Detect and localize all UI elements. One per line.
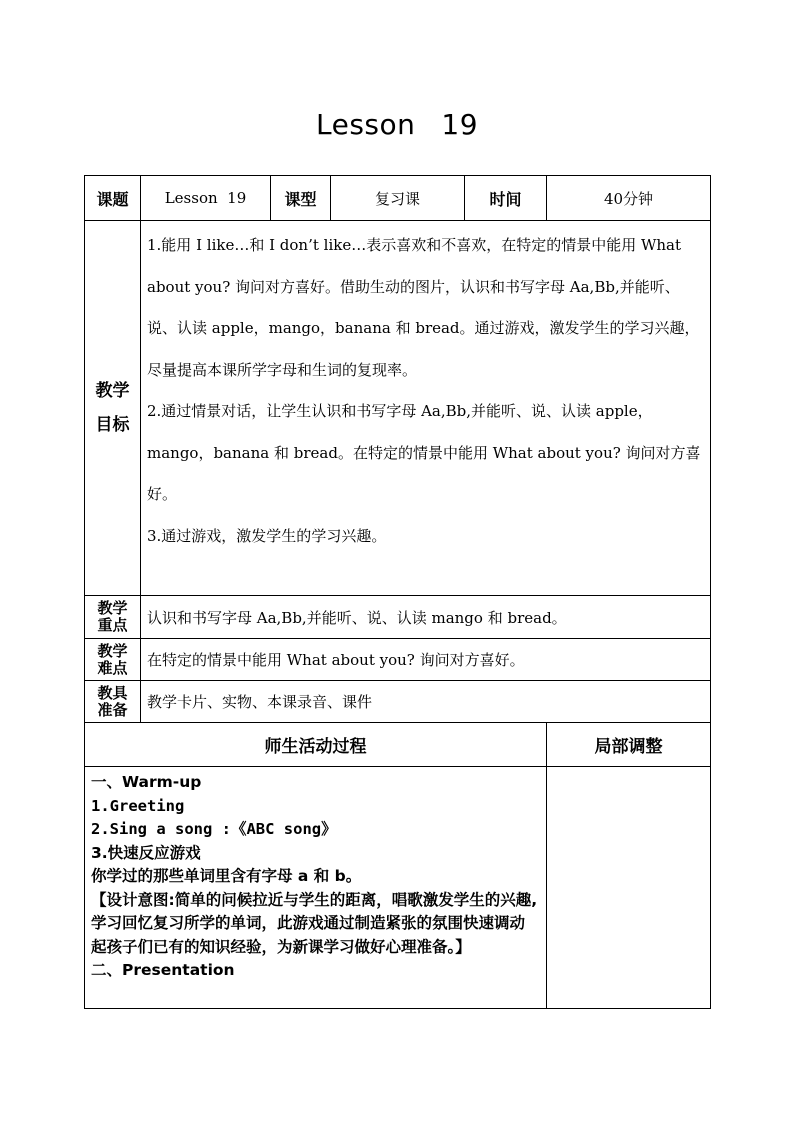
materials-label-line2: 准备 bbox=[97, 700, 128, 719]
key-points-label bbox=[85, 596, 141, 639]
materials-text: 教学卡片、实物、本课录音、课件 bbox=[141, 681, 711, 723]
materials-row bbox=[85, 681, 711, 723]
process-header-right: 局部调整 bbox=[547, 723, 711, 767]
type-value: 复习课 bbox=[331, 176, 465, 221]
process-line: 【设计意图:简单的问候拉近与学生的距离，唱歌激发学生的兴趣,学习回忆复习所学的单词，此游戏通过制造紧张的氛围快速调动起孩子们已有的知识经验，为新课学习做好心理准备。】 bbox=[91, 890, 538, 956]
objectives-row bbox=[85, 221, 711, 596]
topic-value: Lesson 19 bbox=[141, 176, 271, 221]
key-points-text: 认识和书写字母 Aa,Bb,并能听、说、认读 mango 和 bread。 bbox=[141, 596, 711, 639]
topic-label: 课题 bbox=[85, 176, 141, 221]
process-line: 你学过的那些单词里含有字母 a 和 b。 bbox=[91, 867, 362, 885]
info-row bbox=[85, 176, 711, 221]
difficulties-label-line1: 教学 bbox=[97, 641, 128, 660]
difficulties-label bbox=[85, 639, 141, 681]
objectives-label-line1: 教学 bbox=[95, 381, 130, 401]
process-line: 1.Greeting bbox=[91, 796, 185, 815]
objectives-label bbox=[85, 221, 141, 596]
process-header-left: 师生活动过程 bbox=[85, 723, 547, 767]
lesson-plan-table bbox=[84, 175, 711, 1009]
page-title-number: 19 bbox=[441, 108, 479, 141]
key-points-label-line2: 重点 bbox=[97, 616, 128, 634]
objective-paragraph: 3.通过游戏，激发学生的学习兴趣。 bbox=[147, 526, 387, 545]
process-line: 一、Warm-up bbox=[91, 773, 202, 791]
adjustment-cell bbox=[547, 767, 711, 1009]
objectives-label-line2: 目标 bbox=[95, 415, 130, 435]
objective-paragraph: 2.通过情景对话，让学生认识和书写字母 Aa,Bb,并能听、说、认读 apple，mango，banana 和 bread。在特定的情景中能用 What about you? 询问对方喜好。 bbox=[147, 402, 701, 503]
time-value: 40分钟 bbox=[547, 176, 711, 221]
key-points-row bbox=[85, 596, 711, 639]
difficulties-row bbox=[85, 639, 711, 681]
process-content bbox=[85, 767, 547, 1009]
key-points-label-line1: 教学 bbox=[97, 599, 128, 617]
time-label: 时间 bbox=[465, 176, 547, 221]
objectives-content bbox=[141, 221, 711, 596]
process-line: 3.快速反应游戏 bbox=[91, 843, 201, 862]
materials-label-line1: 教具 bbox=[97, 683, 128, 702]
difficulties-label-line2: 难点 bbox=[97, 658, 128, 677]
process-row bbox=[85, 767, 711, 1009]
process-line: 二、Presentation bbox=[91, 961, 235, 979]
objective-paragraph: 1.能用 I like…和 I don’t like…表示喜欢和不喜欢，在特定的情景中能用 What about you? 询问对方喜好。借助生动的图片，认识和书写字母 Aa,Bb,并能听、说、认读 apple，mango，banana 和 bread。通过游戏，激发学生的学习兴趣，尽量提高本课所学字母和生词的复现率。 bbox=[147, 236, 700, 379]
process-line: 2.Sing a song :《ABC song》 bbox=[91, 820, 337, 838]
difficulties-text: 在特定的情景中能用 What about you? 询问对方喜好。 bbox=[141, 639, 711, 681]
page-title bbox=[0, 108, 794, 141]
type-label: 课型 bbox=[271, 176, 331, 221]
page-title-name: Lesson bbox=[315, 108, 416, 141]
process-header-row bbox=[85, 723, 711, 767]
materials-label bbox=[85, 681, 141, 723]
